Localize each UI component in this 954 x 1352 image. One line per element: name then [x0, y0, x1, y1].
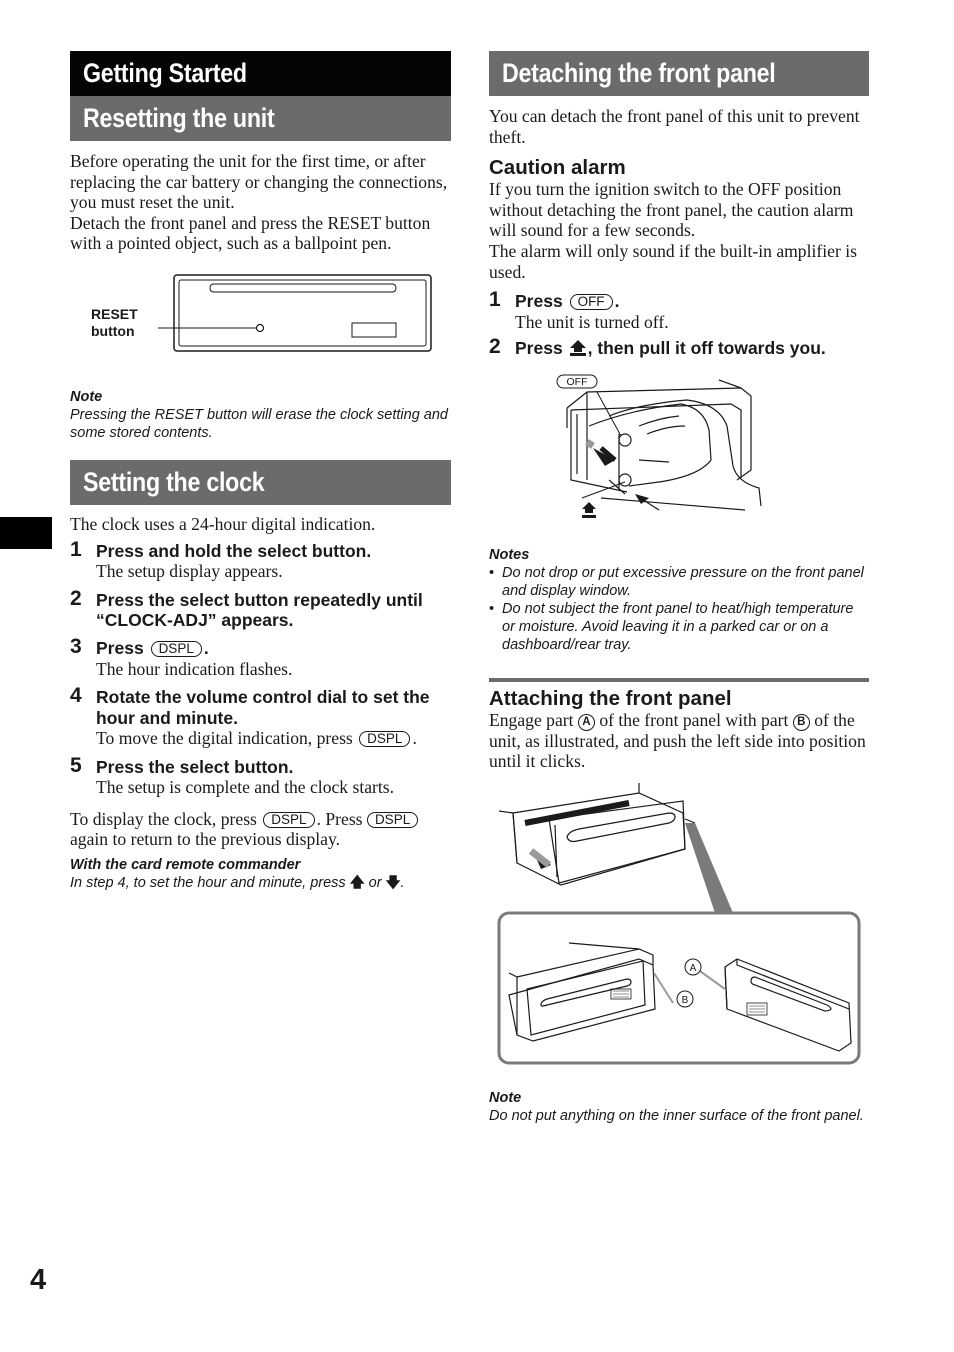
step-description: The setup display appears. — [96, 560, 283, 581]
part-b-icon: B — [793, 714, 810, 731]
clock-step-4 — [70, 684, 451, 749]
attach-panel-illustration — [489, 783, 869, 1083]
detaching-intro: You can detach the front panel of this unit to prevent theft. — [489, 106, 860, 147]
clock-step-3 — [70, 635, 451, 679]
display-text-middle: . Press — [316, 808, 363, 829]
step-heading: Rotate the volume control dial to set the hour and minute. — [96, 687, 430, 728]
down-arrow-icon: 🡇 — [385, 874, 401, 891]
detach-note-item: • Do not subject the front panel to heat/high temperature or moisture. Avoid leaving it in a parked car or on a dashboard/rear tray. — [489, 600, 869, 654]
caution-alarm-text-2: The alarm will only sound if the built-in amplifier is used. — [489, 240, 857, 282]
card-remote-text — [70, 874, 451, 892]
detaching-title: Detaching the front panel — [502, 58, 776, 88]
part-a-icon: A — [578, 714, 595, 731]
dspl-button-icon: DSPL — [367, 812, 418, 828]
clock-intro: The clock uses a 24-hour digital indication. — [70, 513, 376, 534]
card-text-suffix: . — [400, 874, 405, 891]
caution-alarm-heading: Caution alarm — [489, 156, 626, 180]
resetting-title-bar — [70, 96, 451, 141]
chapter-title: Getting Started — [83, 58, 247, 88]
step-number: 4 — [70, 684, 82, 708]
card-remote-title: With the card remote commander — [70, 856, 301, 873]
attaching-text-2: of the front panel with part — [599, 709, 789, 730]
card-text-prefix: In step 4, to set the hour and minute, press — [70, 874, 346, 891]
detach-figure — [489, 370, 869, 540]
step-number: 2 — [489, 335, 501, 359]
step-number: 3 — [70, 635, 82, 659]
figure-part-b-label: B — [681, 994, 689, 1006]
display-text-prefix: To display the clock, press — [70, 808, 257, 829]
step-number: 2 — [70, 586, 82, 610]
figure-off-label: OFF — [566, 375, 588, 388]
card-text-or: or — [368, 874, 382, 891]
step-number: 1 — [70, 537, 82, 561]
display-text-suffix: again to return to the previous display. — [70, 829, 341, 850]
detaching-title-bar — [489, 51, 869, 96]
attaching-text-3: of the unit, as illustrated, and push the left side into position until it clicks. — [489, 709, 866, 772]
step-number: 1 — [489, 288, 501, 312]
dspl-button-icon: DSPL — [263, 812, 314, 828]
resetting-title: Resetting the unit — [83, 103, 275, 133]
step-description: The hour indication flashes. — [96, 658, 293, 679]
resetting-body: Before operating the unit for the first time, or after replacing the car battery or changing the connections, you must reset the unit. — [70, 151, 448, 213]
reset-note-title: Note — [70, 388, 103, 405]
clock-title: Setting the clock — [83, 466, 265, 497]
step-heading-prefix: Press — [96, 638, 144, 659]
detach-step-1 — [489, 288, 869, 332]
attach-note-title: Note — [489, 1089, 522, 1106]
left-column — [70, 51, 451, 892]
clock-step-2 — [70, 586, 451, 631]
step-heading-prefix: Press — [515, 291, 563, 312]
attaching-heading: Attaching the front panel — [489, 686, 732, 710]
step-description-suffix: . — [412, 728, 417, 749]
step-description: The unit is turned off. — [515, 311, 669, 332]
release-button-icon — [568, 339, 588, 357]
up-arrow-icon: 🡅 — [349, 874, 365, 891]
attaching-text-1: Engage part — [489, 709, 574, 730]
chapter-title-bar — [70, 51, 451, 96]
step-heading-suffix: . — [203, 638, 209, 659]
step-heading-prefix: Press — [515, 338, 563, 359]
dspl-button-icon: DSPL — [151, 641, 202, 657]
clock-display-text — [70, 809, 451, 850]
off-button-icon: OFF — [570, 294, 613, 310]
step-heading — [96, 638, 451, 658]
caution-alarm-text: If you turn the ignition switch to the OFF position without detaching the front panel, the caution alarm will sound for a few seconds. — [489, 179, 854, 241]
step-number: 5 — [70, 753, 82, 777]
reset-label — [91, 306, 138, 340]
step-heading-suffix: . — [614, 291, 620, 312]
clock-title-bar — [70, 460, 451, 505]
dspl-button-icon: DSPL — [359, 731, 410, 747]
step-heading: Press the select button repeatedly until “CLOCK-ADJ” appears. — [96, 589, 423, 630]
reset-label-line-2: button — [91, 322, 135, 339]
step-heading — [515, 291, 869, 311]
attach-note-text: Do not put anything on the inner surface of the front panel. — [489, 1107, 864, 1124]
page-number: 4 — [30, 1264, 47, 1296]
section-tab-marker — [0, 517, 52, 549]
attaching-text — [489, 710, 869, 772]
step-heading-suffix: , then pull it off towards you. — [587, 338, 826, 359]
step-description: The setup is complete and the clock starts. — [96, 777, 395, 798]
step-description-prefix: To move the digital indication, press — [96, 728, 353, 749]
clock-step-5 — [70, 753, 451, 798]
detach-note-item: • Do not drop or put excessive pressure on the front panel and display window. — [489, 564, 869, 600]
step-heading — [515, 338, 869, 358]
step-description — [96, 728, 451, 749]
clock-step-1 — [70, 537, 451, 582]
reset-figure — [70, 271, 451, 377]
detach-step-2 — [489, 335, 869, 359]
resetting-body-2: Detach the front panel and press the RESET button with a pointed object, such as a ballpoint pen. — [70, 212, 431, 254]
attach-figure — [489, 783, 869, 1083]
right-column — [489, 51, 869, 1125]
detach-panel-illustration — [489, 370, 869, 540]
reset-label-line-1: RESET — [91, 305, 138, 322]
reset-note-text: Pressing the RESET button will erase the clock setting and some stored contents. — [70, 406, 448, 441]
figure-part-a-label: A — [689, 962, 697, 974]
step-heading: Press and hold the select button. — [96, 540, 372, 561]
detach-notes-title: Notes — [489, 546, 530, 563]
step-heading: Press the select button. — [96, 756, 294, 777]
